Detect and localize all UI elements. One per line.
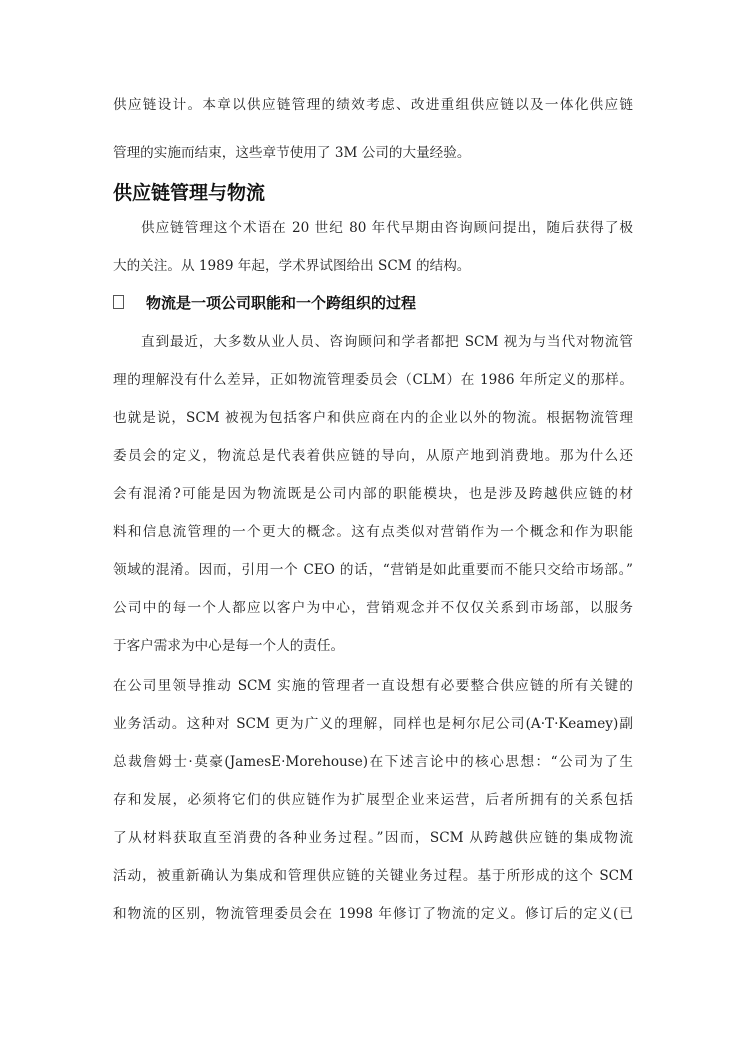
subsection-heading (113, 292, 416, 313)
paragraph-line: 也就是说，SCM 被视为包括客户和供应商在内的企业以外的物流。根据物流管理 (113, 410, 633, 426)
paragraph-line: 活动，被重新确认为集成和管理供应链的关键业务过程。基于所形成的这个 SCM (113, 868, 633, 884)
bullet-icon (113, 295, 124, 309)
paragraph-line: 领域的混淆。因而，引用一个 CEO 的话，“营销是如此重要而不能只交给市场部。” (113, 562, 633, 578)
paragraph-line: 于客户需求为中心是每一个人的责任。 (113, 638, 345, 654)
paragraph-line: 在公司里领导推动 SCM 实施的管理者一直设想有必要整合供应链的所有关键的 (113, 678, 633, 694)
subsection-title: 物流是一项公司职能和一个跨组织的过程 (146, 294, 417, 312)
paragraph-line: 理的理解没有什么差异，正如物流管理委员会（CLM）在 1986 年所定义的那样。 (113, 372, 633, 388)
section-line: 大的关注。从 1989 年起，学术界试图给出 SCM 的结构。 (113, 258, 471, 274)
paragraph-line: 直到最近，大多数从业人员、咨询顾问和学者都把 SCM 视为与当代对物流管 (141, 334, 633, 350)
paragraph-line: 委员会的定义，物流总是代表着供应链的导向，从原产地到消费地。那为什么还 (113, 448, 633, 464)
paragraph-line: 料和信息流管理的一个更大的概念。这有点类似对营销作为一个概念和作为职能 (113, 524, 633, 540)
paragraph-line: 公司中的每一个人都应以客户为中心，营销观念并不仅仅关系到市场部，以服务 (113, 600, 633, 616)
paragraph-line: 业务活动。这种对 SCM 更为广义的理解，同样也是柯尔尼公司(A·T·Keamey)副 (113, 716, 633, 732)
section-line: 供应链管理这个术语在 20 世纪 80 年代早期由咨询顾问提出，随后获得了极 (141, 220, 633, 236)
intro-line: 管理的实施而结束，这些章节使用了 3M 公司的大量经验。 (113, 145, 471, 161)
paragraph-line: 和物流的区别，物流管理委员会在 1998 年修订了物流的定义。修订后的定义(已 (113, 906, 633, 922)
paragraph-line: 总裁詹姆士·莫豪(JamesE·Morehouse)在下述言论中的核心思想：“公司为了生 (113, 754, 633, 770)
paragraph-line: 会有混淆?可能是因为物流既是公司内部的职能模块，也是涉及跨越供应链的材 (113, 486, 633, 502)
section-title: 供应链管理与物流 (113, 182, 266, 204)
paragraph-line: 了从材料获取直至消费的各种业务过程。”因而，SCM 从跨越供应链的集成物流 (113, 830, 633, 846)
intro-line: 供应链设计。本章以供应链管理的绩效考虑、改进重组供应链以及一体化供应链 (113, 97, 633, 113)
paragraph-line: 存和发展，必须将它们的供应链作为扩展型企业来运营，后者所拥有的关系包括 (113, 792, 633, 808)
